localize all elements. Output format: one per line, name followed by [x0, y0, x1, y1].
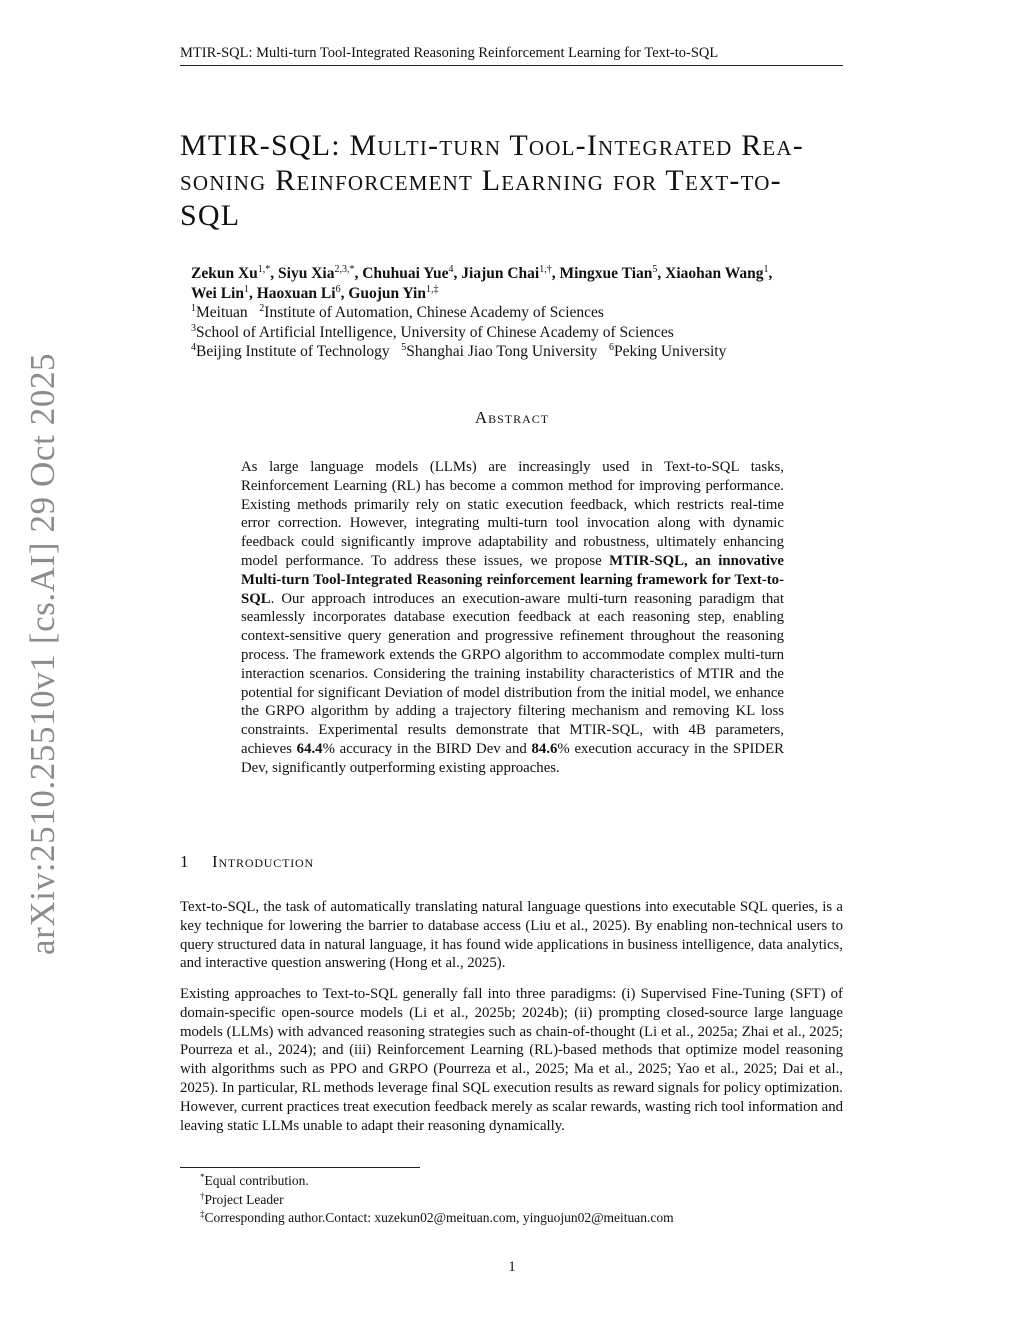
introduction-paragraph-2: Existing approaches to Text-to-SQL generally fall into three paradigms: (i) Supervised Fine-Tuning (SFT) of domain-specific open-source models (Li et al., 2025b; 2024b); (ii) prompting closed-source large language models (LLMs) with advanced reasoning strategies such as chain-of-thought (Li et al., 2025a; Zhai et al., 2025; Pourreza et al., 2024); and (iii) Reinforcement Learning (RL)-based methods that optimize model reasoning with algorithms such as PPO and GRPO (Pourreza et al., 2025; Ma et al., 2025; Yao et al., 2025; Dai et al., 2025). In particular, RL methods leverage final SQL execution results as reward signals for policy optimization. However, current practices treat execution feedback merely as scalar rewards, wasting rich tool information and leaving static LLMs unable to adapt their reasoning dynamically. — [180, 986, 843, 1134]
author-affiliation-mark: 1,† — [539, 264, 552, 275]
title-line-3: SQL — [180, 199, 241, 232]
affiliation-line-1 — [191, 303, 851, 323]
author-name: Chuhuai Yue — [362, 265, 449, 282]
affiliation-number: 3 — [191, 322, 196, 334]
title-line-2: soning Reinforcement Learning for Text-to- — [180, 164, 782, 197]
abstract-text: As large language models (LLMs) are increasingly used in Text-to-SQL tasks, Reinforcement Learning (RL) has become a common method for improving performance. Existing methods primarily rely on static execution feedback, which restricts real-time error correction. However, integrating multi-turn tool invocation along with dynamic feedback could significantly improve adaptability and robustness, ultimately enhancing model performance. To address these issues, we propose — [241, 459, 784, 569]
author-affiliation-mark: 4 — [448, 264, 454, 275]
arxiv-identifier-stamp: arXiv:2510.25510v1 [cs.AI] 29 Oct 2025 — [23, 352, 62, 955]
affiliation-text: Shanghai Jiao Tong University — [406, 343, 598, 360]
author-name: Zekun Xu — [191, 265, 258, 282]
affiliation-text: Peking University — [613, 343, 727, 360]
author-name: Guojun Yin — [348, 284, 426, 302]
author-name: Xiaohan Wang — [665, 265, 764, 282]
affiliation-number: 4 — [191, 342, 196, 353]
abstract-text: . Our approach introduces an execution-aware multi-turn reasoning paradigm that seamlessly incorporates database execution feedback at each reasoning step, enabling context-sensitive query generation and progressive refinement throughout the reasoning process. The framework extends the GRPO algorithm to accommodate complex multi-turn interaction scenarios. Considering the training instability characteristics of MTIR and the potential for significant Deviation of model distribution from the initial model, we enhance the GRPO algorithm by adding a trajectory filtering mechanism and removing KL loss constraints. Experimental results demonstrate that MTIR-SQL, with 4B parameters, achieves — [241, 590, 784, 757]
author-name: Haoxuan Li — [256, 284, 336, 302]
abstract-heading: Abstract — [474, 408, 550, 427]
abstract-bird-accuracy: 64.4 — [296, 740, 323, 757]
author-name: Wei Lin — [191, 284, 244, 302]
footnote-mark: † — [200, 1190, 205, 1201]
author-affiliation-mark: 1 — [243, 283, 249, 295]
footnote-text: Project Leader — [204, 1191, 284, 1207]
footnote-mark: * — [200, 1172, 205, 1182]
abstract-spider-accuracy: 84.6 — [531, 740, 558, 757]
footnote-corresponding-author — [200, 1209, 840, 1228]
footnote-project-leader — [200, 1191, 840, 1210]
author-affiliation-mark: 6 — [335, 283, 341, 295]
section-title: Introduction — [212, 852, 314, 871]
author-name: Mingxue Tian — [559, 265, 653, 282]
author-affiliation-mark: 1,* — [257, 264, 271, 275]
footnotes — [200, 1172, 840, 1228]
affiliation-text: Institute of Automation, Chinese Academy of Sciences — [264, 304, 604, 321]
running-head: MTIR-SQL: Multi-turn Tool-Integrated Reasoning Reinforcement Learning for Text-to-SQL — [180, 44, 843, 66]
abstract-body — [241, 458, 784, 778]
page-number: 1 — [508, 1259, 516, 1275]
author-line-2: Wei Lin$^1$, Haoxuan Li$^6$, Guojun Yin$^{1,\ddagger}$ — [191, 283, 439, 302]
author-affiliation-mark: 5 — [652, 264, 658, 275]
affiliation-text: Meituan — [196, 304, 248, 321]
introduction-paragraph-1: Text-to-SQL, the task of automatically translating natural language questions into executable SQL queries, is a key technique for lowering the barrier to database access (Liu et al., 2025). By enabling non-technical users to query structured data in natural language, it has found wide applications in business intelligence, data analytics, and interactive question answering (Hong et al., 2025). — [180, 899, 843, 972]
section-number: 1 — [180, 852, 190, 871]
affiliation-number: 1 — [191, 303, 196, 314]
footnote-mark: ‡ — [200, 1209, 205, 1219]
affiliation-number: 2 — [259, 303, 265, 314]
author-affiliation-mark: 1,‡ — [426, 283, 439, 295]
author-line-1: Zekun $Xu^{1,*}$, Siyu Xia$^{2,3,*}$, Chuhuai Yue$^4$, Jiajun Chai$^{1,\dagger}$, Mingxue Tian$^5$, Xiaohan Wang$^1$, — [191, 264, 773, 282]
author-name: Siyu Xia — [278, 265, 335, 282]
title-line-1: MTIR-SQL: Multi-turn Tool-Integrated Rea- — [180, 129, 804, 162]
author-affiliation-mark: 2,3,* — [334, 264, 355, 275]
abstract-text: % accuracy in the BIRD Dev and — [322, 740, 532, 757]
author-block — [191, 264, 851, 362]
introduction-heading — [180, 852, 840, 872]
footnote-text: Equal contribution. — [204, 1173, 309, 1188]
author-affiliation-mark: 1 — [763, 264, 769, 275]
paper-title — [180, 128, 845, 233]
affiliation-line-3 — [191, 342, 851, 362]
affiliation-number: 6 — [608, 342, 614, 353]
footnote-divider — [180, 1167, 420, 1168]
affiliation-text: Beijing Institute of Technology — [196, 343, 390, 360]
abstract-text: % execution accuracy in the SPIDER Dev, significantly outperforming existing approaches. — [241, 740, 784, 776]
affiliation-text: School of Artificial Intelligence, University of Chinese Academy of Sciences — [196, 323, 674, 341]
author-name: Jiajun Chai — [461, 265, 540, 282]
abstract-highlight: MTIR-SQL, an innovative Multi-turn Tool-Integrated Reasoning reinforcement learning framework for Text-to-SQL — [241, 552, 784, 607]
footnote-text: Corresponding author.Contact: xuzekun02@meituan.com, yinguojun02@meituan.com — [204, 1210, 674, 1225]
affiliation-line-2 — [191, 323, 851, 343]
affiliation-number: 5 — [401, 342, 407, 353]
footnote-equal-contribution — [200, 1172, 840, 1191]
